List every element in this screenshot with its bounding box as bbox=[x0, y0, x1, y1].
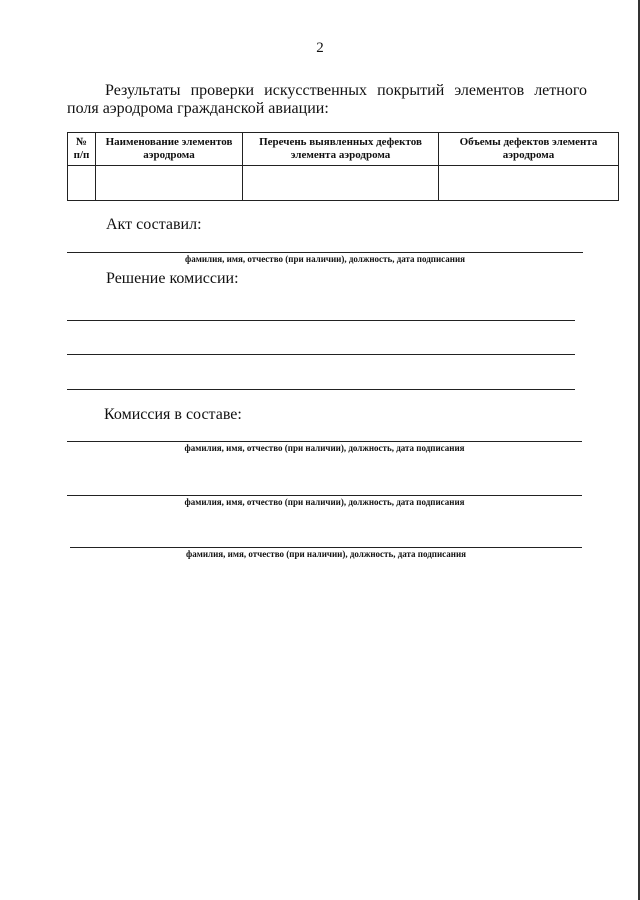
header-defects-volume: Объемы дефектов элемента аэродрома bbox=[439, 133, 619, 166]
act-compiled-label: Акт составил: bbox=[106, 216, 202, 233]
table-header-row bbox=[68, 133, 619, 166]
table-cell bbox=[439, 166, 619, 201]
table-row bbox=[68, 166, 619, 201]
page-number: 2 bbox=[316, 40, 324, 56]
signature-line bbox=[67, 252, 583, 253]
section-heading: Результаты проверки искусственных покрытий элементов летного поля аэродрома гражданской авиации: bbox=[67, 82, 587, 117]
decision-line bbox=[67, 389, 575, 390]
signature-caption: фамилия, имя, отчество (при наличии), должность, дата подписания bbox=[184, 497, 465, 507]
decision-line bbox=[67, 320, 575, 321]
header-number: № п/п bbox=[68, 133, 96, 166]
signature-line bbox=[67, 495, 582, 496]
table-cell bbox=[96, 166, 243, 201]
commission-decision-label: Решение комиссии: bbox=[106, 270, 239, 287]
table-cell bbox=[68, 166, 96, 201]
results-table bbox=[67, 132, 619, 201]
signature-line bbox=[70, 547, 582, 548]
commission-members-label: Комиссия в составе: bbox=[104, 406, 242, 423]
header-defects-list: Перечень выявленных дефектов элемента аэродрома bbox=[243, 133, 439, 166]
table-cell bbox=[243, 166, 439, 201]
signature-line bbox=[67, 441, 582, 442]
decision-line bbox=[67, 354, 575, 355]
signature-caption: фамилия, имя, отчество (при наличии), должность, дата подписания bbox=[184, 254, 465, 264]
signature-caption: фамилия, имя, отчество (при наличии), должность, дата подписания bbox=[185, 549, 466, 559]
signature-caption: фамилия, имя, отчество (при наличии), должность, дата подписания bbox=[184, 443, 465, 453]
header-element-name: Наименование элементов аэродрома bbox=[96, 133, 243, 166]
